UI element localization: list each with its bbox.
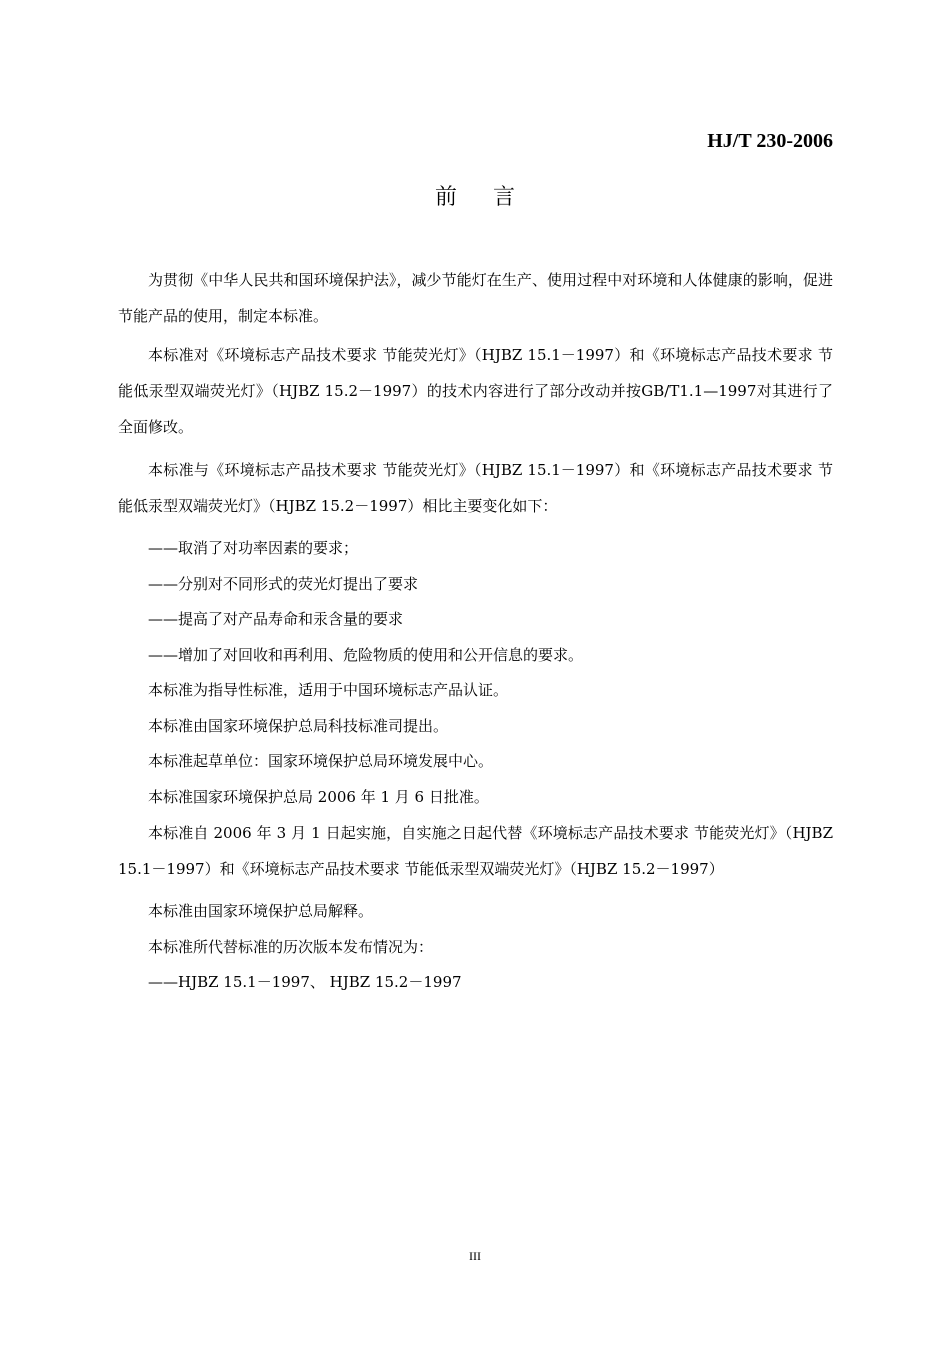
statement-proposer: 本标准由国家环境保护总局科技标准司提出。	[148, 716, 449, 735]
paragraph-implementation: 本标准自 2006 年 3 月 1 日起实施，自实施之日起代替《环境标志产品技术要求 节能荧光灯》（HJBZ 15.1－1997）和《环境标志产品技术要求 节能低汞型双端荧光灯》（HJBZ 15.2－1997）	[118, 824, 833, 878]
statement-drafter: 本标准起草单位：国家环境保护总局环境发展中心。	[148, 752, 494, 770]
history-intro: 本标准所代替标准的历次版本发布情况为：	[148, 937, 434, 956]
change-item: ——取消了对功率因素的要求；	[148, 539, 359, 557]
paragraph-purpose: 为贯彻《中华人民共和国环境保护法》，减少节能灯在生产、使用过程中对环境和人体健康的影响，促进节能产品的使用，制定本标准。	[118, 271, 833, 325]
paragraph-revision: 本标准对《环境标志产品技术要求 节能荧光灯》（HJBZ 15.1－1997）和《环境标志产品技术要求 节能低汞型双端荧光灯》（HJBZ 15.2－1997）的技术内容进行了部分改动并按GB/T1.1—1997对其进行了全面修改。	[118, 346, 833, 436]
statement-approval: 本标准国家环境保护总局 2006 年 1 月 6 日批准。	[148, 787, 489, 806]
page-number: III	[469, 1249, 481, 1263]
changes-list	[118, 531, 833, 673]
standard-code: HJ/T 230-2006	[707, 130, 833, 152]
paragraph-changes-intro: 本标准与《环境标志产品技术要求 节能荧光灯》（HJBZ 15.1－1997）和《环境标志产品技术要求 节能低汞型双端荧光灯》（HJBZ 15.2－1997）相比主要变化如下：	[118, 461, 833, 515]
document-body	[118, 262, 833, 1001]
statement-interpretation: 本标准由国家环境保护总局解释。	[148, 902, 374, 920]
page-title: 前言	[434, 185, 551, 210]
change-item: ——增加了对回收和再利用、危险物质的使用和公开信息的要求。	[148, 645, 584, 664]
history-item: ——HJBZ 15.1－1997、 HJBZ 15.2－1997	[148, 973, 462, 991]
change-item: ——提高了对产品寿命和汞含量的要求	[148, 610, 404, 628]
statement-guidance: 本标准为指导性标准，适用于中国环境标志产品认证。	[148, 681, 509, 699]
change-item: ——分别对不同形式的荧光灯提出了要求	[148, 574, 419, 593]
